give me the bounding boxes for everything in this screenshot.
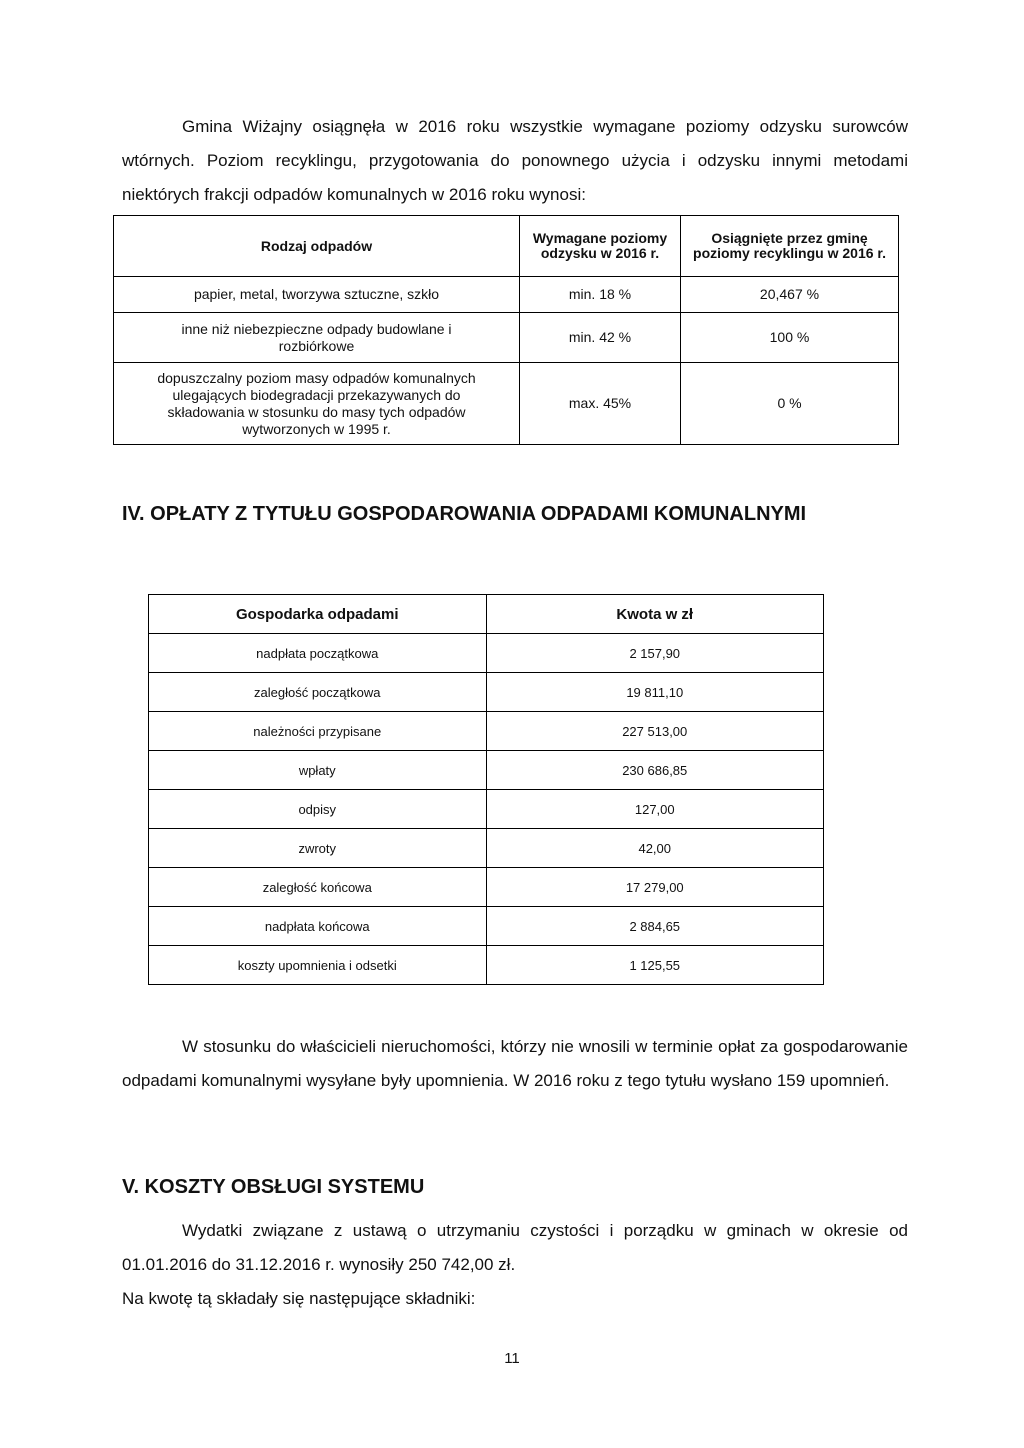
required-level-cell: min. 18 % [520, 277, 681, 313]
costs-paragraph [122, 1214, 908, 1282]
reminders-paragraph [122, 1030, 908, 1098]
reminders-text: W stosunku do właścicieli nieruchomości, którzy nie wnosili w terminie opłat za gospodarowanie odpadami komunalnymi wysyłane były upomnienia. W 2016 roku z tego tytułu wysłano 159 upomnień. [122, 1037, 908, 1090]
fee-amount-cell: 230 686,85 [486, 751, 824, 790]
fee-amount-cell: 1 125,55 [486, 946, 824, 985]
fee-amount-cell: 2 157,90 [486, 634, 824, 673]
fee-label-cell: koszty upomnienia i odsetki [149, 946, 487, 985]
fee-amount-cell: 42,00 [486, 829, 824, 868]
fee-amount-cell: 127,00 [486, 790, 824, 829]
fee-label-cell: nadpłata końcowa [149, 907, 487, 946]
intro-text: Gmina Wiżajny osiągnęła w 2016 roku wszystkie wymagane poziomy odzysku surowców wtórnych. Poziom recyklingu, przygotowania do ponownego użycia i odzysku innymi metodami niektórych frakcji odpadów komunalnych w 2016 roku wynosi: [122, 117, 908, 204]
header-amount: Kwota w zł [486, 595, 824, 634]
table-row [114, 313, 899, 363]
table-row [149, 634, 824, 673]
header-waste-management: Gospodarka odpadami [149, 595, 487, 634]
table-row [149, 790, 824, 829]
table-row [149, 829, 824, 868]
section-v-heading: V. KOSZTY OBSŁUGI SYSTEMU [122, 1176, 425, 1198]
waste-type-cell: dopuszczalny poziom masy odpadów komunalnych ulegających biodegradacji przekazywanych do składowania w stosunku do masy tych odpadów wytworzonych w 1995 r. [114, 363, 520, 445]
achieved-level-cell: 0 % [681, 363, 899, 445]
table-header-row [114, 216, 899, 277]
fee-label-cell: nadpłata początkowa [149, 634, 487, 673]
table-row [149, 907, 824, 946]
fee-label-cell: zaległość początkowa [149, 673, 487, 712]
required-level-cell: min. 42 % [520, 313, 681, 363]
header-waste-type: Rodzaj odpadów [114, 216, 520, 277]
table-row [114, 277, 899, 313]
header-required-level: Wymagane poziomy odzysku w 2016 r. [520, 216, 681, 277]
fee-amount-cell: 17 279,00 [486, 868, 824, 907]
fee-amount-cell: 19 811,10 [486, 673, 824, 712]
recovery-levels-table [113, 215, 899, 445]
table-row [149, 673, 824, 712]
fee-label-cell: zwroty [149, 829, 487, 868]
achieved-level-cell: 20,467 % [681, 277, 899, 313]
intro-paragraph [122, 110, 908, 212]
waste-type-cell: inne niż niebezpieczne odpady budowlane i rozbiórkowe [114, 313, 520, 363]
achieved-level-cell: 100 % [681, 313, 899, 363]
waste-type-cell: papier, metal, tworzywa sztuczne, szkło [114, 277, 520, 313]
section-iv-heading: IV. OPŁATY Z TYTUŁU GOSPODAROWANIA ODPADAMI KOMUNALNYMI [122, 503, 807, 525]
table-row [149, 946, 824, 985]
costs-components-paragraph [122, 1282, 908, 1316]
table-row [149, 712, 824, 751]
page-number: 11 [504, 1350, 520, 1367]
fee-label-cell: zaległość końcowa [149, 868, 487, 907]
header-achieved-level: Osiągnięte przez gminę poziomy recyklingu w 2016 r. [681, 216, 899, 277]
table-row [114, 363, 899, 445]
fee-amount-cell: 2 884,65 [486, 907, 824, 946]
costs-components-text: Na kwotę tą składały się następujące składniki: [122, 1289, 476, 1308]
fee-label-cell: odpisy [149, 790, 487, 829]
table-row [149, 751, 824, 790]
table-header-row [149, 595, 824, 634]
fee-label-cell: należności przypisane [149, 712, 487, 751]
fee-amount-cell: 227 513,00 [486, 712, 824, 751]
table-row [149, 868, 824, 907]
costs-text: Wydatki związane z ustawą o utrzymaniu czystości i porządku w gminach w okresie od 01.01.2016 do 31.12.2016 r. wynosiły 250 742,00 zł. [122, 1221, 908, 1274]
required-level-cell: max. 45% [520, 363, 681, 445]
fee-label-cell: wpłaty [149, 751, 487, 790]
fees-table [148, 594, 824, 985]
